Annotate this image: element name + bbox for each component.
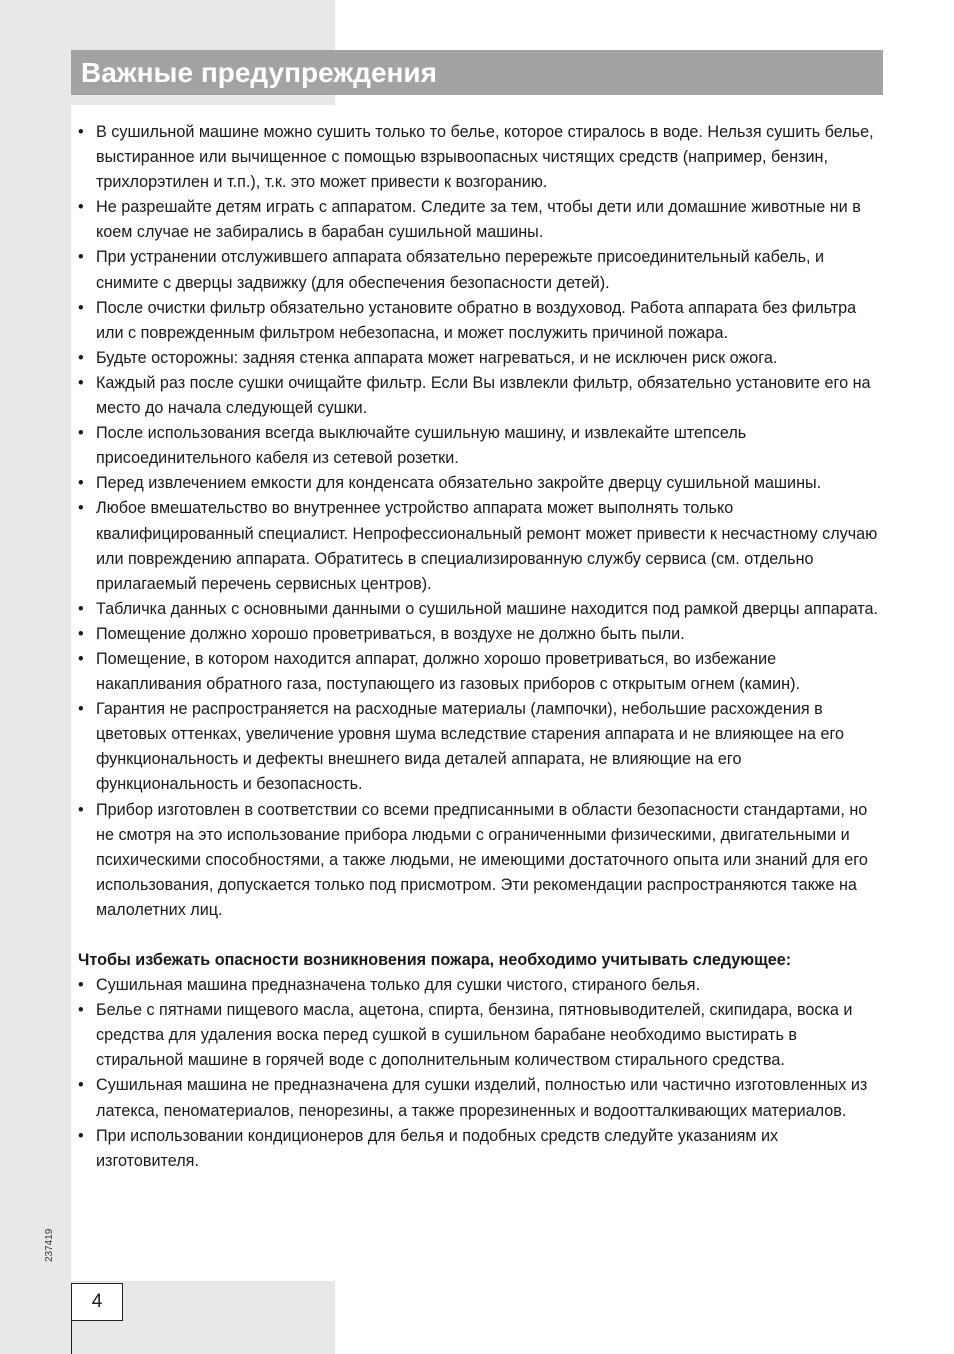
fire-safety-item: • Сушильная машина предназначена только для сушки чистого, стираного белья. <box>78 973 880 998</box>
warning-item: • При устранении отслужившего аппарата обязательно перережьте присоединительный кабель, и снимите с дверцы задвижку (для обеспечения безопасности детей). <box>78 245 880 295</box>
warning-item: • Будьте осторожны: задняя стенка аппарата может нагреваться, и не исключен риск ожога. <box>78 346 880 371</box>
warning-item: • Каждый раз после сушки очищайте фильтр. Если Вы извлекли фильтр, обязательно установите его на место до начала следующей сушки. <box>78 371 880 421</box>
fire-safety-item: • Белье с пятнами пищевого масла, ацетона, спирта, бензина, пятновыводителей, скипидара, воска и средства для удаления воска перед сушкой в сушильном барабане необходимо выстирать в стиральной машине в горячей воде с дополнительным количеством стирального средства. <box>78 998 880 1073</box>
fire-safety-list <box>78 973 880 1174</box>
warning-item: • Гарантия не распространяется на расходные материалы (лампочки), небольшие расхождения в цветовых оттенках, увеличение уровня шума вследствие старения аппарата и не влияющее на его функциональность и дефекты внешнего вида деталей аппарата, не влияющие на его функциональность и безопасность. <box>78 697 880 797</box>
warning-item: • После очистки фильтр обязательно установите обратно в воздуховод. Работа аппарата без фильтра или с поврежденным фильтром небезопасна, и может послужить причиной пожара. <box>78 296 880 346</box>
warning-item: • Не разрешайте детям играть с аппаратом. Следите за тем, чтобы дети или домашние животные ни в коем случае не забирались в барабан сушильной машины. <box>78 195 880 245</box>
page-title: Важные предупреждения <box>81 57 437 88</box>
warning-item: • Перед извлечением емкости для конденсата обязательно закройте дверцу сушильной машины. <box>78 471 880 496</box>
warning-item: • Помещение, в котором находится аппарат, должно хорошо проветриваться, во избежание накапливания обратного газа, поступающего из газовых приборов с открытым огнем (камин). <box>78 647 880 697</box>
warning-item: • В сушильной машине можно сушить только то белье, которое стиралось в воде. Нельзя сушить белье, выстиранное или вычищенное с помощью взрывоопасных чистящих средств (например, бензин, трихлорэтилен и т.п.), т.к. это может привести к возгоранию. <box>78 120 880 195</box>
warning-item: • Прибор изготовлен в соответствии со всеми предписанными в области безопасности стандартами, но не смотря на это использование прибора людьми с ограниченными физическими, двигательными и психическими способностями, а также людьми, не имеющими достаточного опыта или знаний для его использования, допускается только под присмотром. Эти рекомендации распространяются также на малолетних лиц. <box>78 798 880 923</box>
page-number-rule <box>71 1321 72 1354</box>
content <box>78 120 880 1174</box>
title-bar <box>71 50 883 95</box>
warning-item: • Помещение должно хорошо проветриваться, в воздухе не должно быть пыли. <box>78 622 880 647</box>
warnings-list <box>78 120 880 923</box>
warning-item: • Любое вмешательство во внутреннее устройство аппарата может выполнять только квалифицированный специалист. Непрофессиональный ремонт может привести к несчастному случаю или повреждению аппарата. Обратитесь в специализированную службу сервиса (см. отдельно прилагаемый перечень сервисных центров). <box>78 496 880 596</box>
document-code: 237419 <box>44 1228 55 1262</box>
fire-safety-item: • Сушильная машина не предназначена для сушки изделий, полностью или частично изготовленных из латекса, пеноматериалов, пенорезины, а также прорезиненных и водоотталкивающих материалов. <box>78 1073 880 1123</box>
warning-item: • После использования всегда выключайте сушильную машину, и извлекайте штепсель присоединительного кабеля из сетевой розетки. <box>78 421 880 471</box>
page-number: 4 <box>71 1283 123 1321</box>
fire-safety-heading: Чтобы избежать опасности возникновения пожара, необходимо учитывать следующее: <box>78 951 792 969</box>
fire-safety-item: • При использовании кондиционеров для белья и подобных средств следуйте указаниям их изготовителя. <box>78 1124 880 1174</box>
warning-item: • Табличка данных с основными данными о сушильной машине находится под рамкой дверцы аппарата. <box>78 597 880 622</box>
